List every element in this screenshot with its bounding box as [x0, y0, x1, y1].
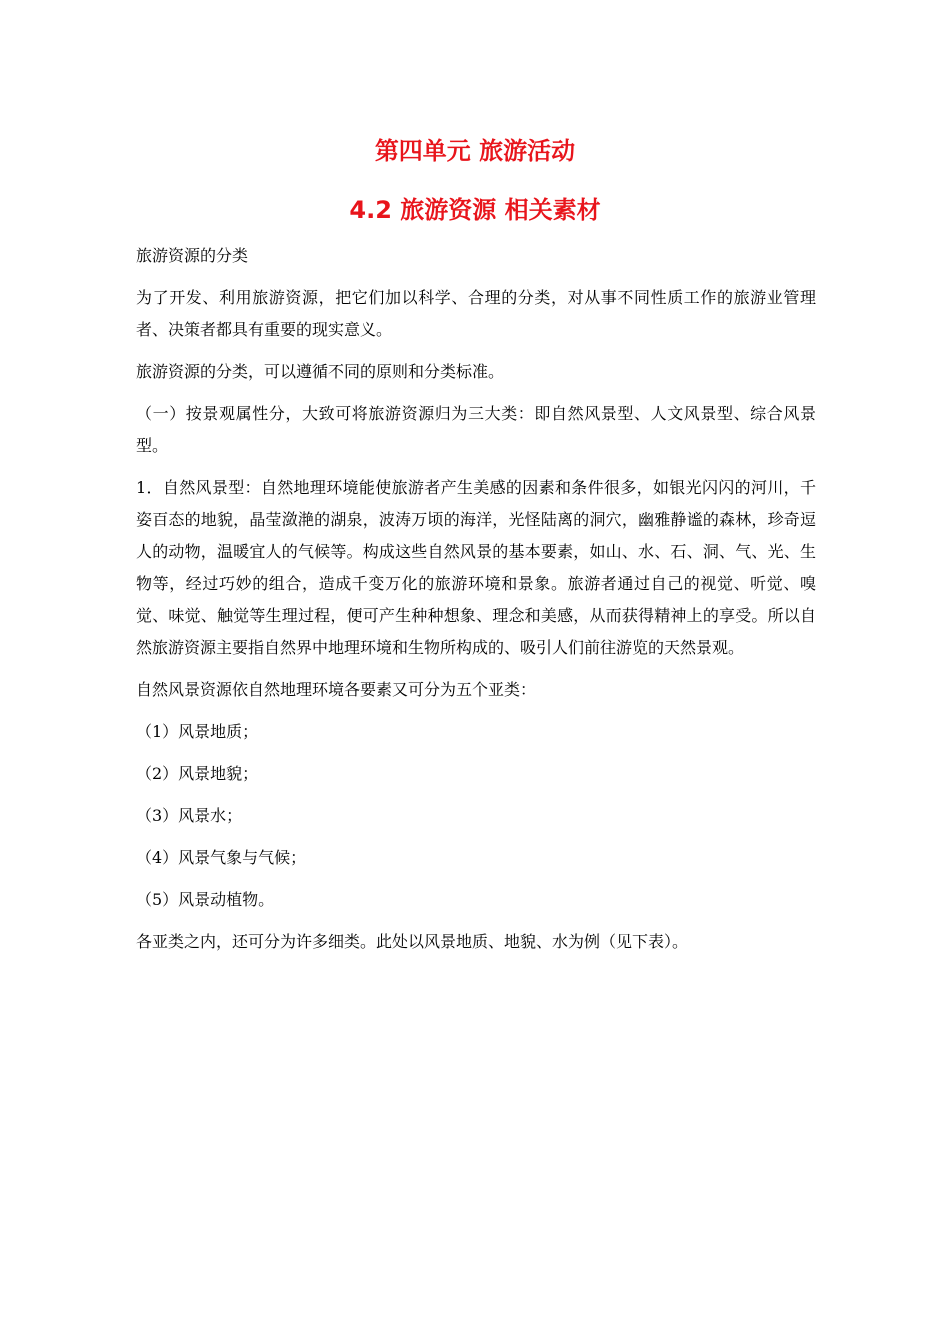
paragraph-principles: 旅游资源的分类，可以遵循不同的原则和分类标准。 — [136, 362, 505, 381]
list-item: （3）风景水； — [136, 806, 243, 825]
page-subtitle: 4.2 旅游资源 相关素材 — [349, 196, 601, 224]
list-item: （1）风景地质； — [136, 722, 259, 741]
paragraph-subcategories: 自然风景资源依自然地理环境各要素又可分为五个亚类： — [136, 680, 537, 699]
list-item: （5）风景动植物。 — [136, 890, 275, 909]
paragraph-natural-scenery: 1．自然风景型：自然地理环境能使旅游者产生美感的因素和条件很多，如银光闪闪的河川，千姿百态的地貌，晶莹潋滟的湖泉，波涛万顷的海洋，光怪陆离的洞穴，幽雅静谧的森林，珍奇逗人的动物，温暖宜人的气候等。构成这些自然风景的基本要素，如山、水、石、洞、气、光、生物等，经过巧妙的组合，造成千变万化的旅游环境和景象。旅游者通过自己的视觉、听觉、嗅觉、味觉、触觉等生理过程，便可产生种种想象、理念和美感，从而获得精神上的享受。所以自然旅游资源主要指自然界中地理环境和生物所构成的、吸引人们前往游览的天然景观。 — [136, 478, 816, 657]
list-item: （4）风景气象与气候； — [136, 848, 307, 867]
paragraph-closing: 各亚类之内，还可分为许多细类。此处以风景地质、地貌、水为例（见下表）。 — [136, 932, 689, 951]
document-body — [136, 240, 816, 968]
page-title: 第四单元 旅游活动 — [374, 137, 576, 165]
list-item: （2）风景地貌； — [136, 764, 259, 783]
section-heading: 旅游资源的分类 — [136, 246, 249, 265]
paragraph-classification: （一）按景观属性分，大致可将旅游资源归为三大类：即自然风景型、人文风景型、综合风景型。 — [136, 404, 816, 455]
paragraph-intro: 为了开发、利用旅游资源，把它们加以科学、合理的分类，对从事不同性质工作的旅游业管理者、决策者都具有重要的现实意义。 — [136, 288, 816, 339]
